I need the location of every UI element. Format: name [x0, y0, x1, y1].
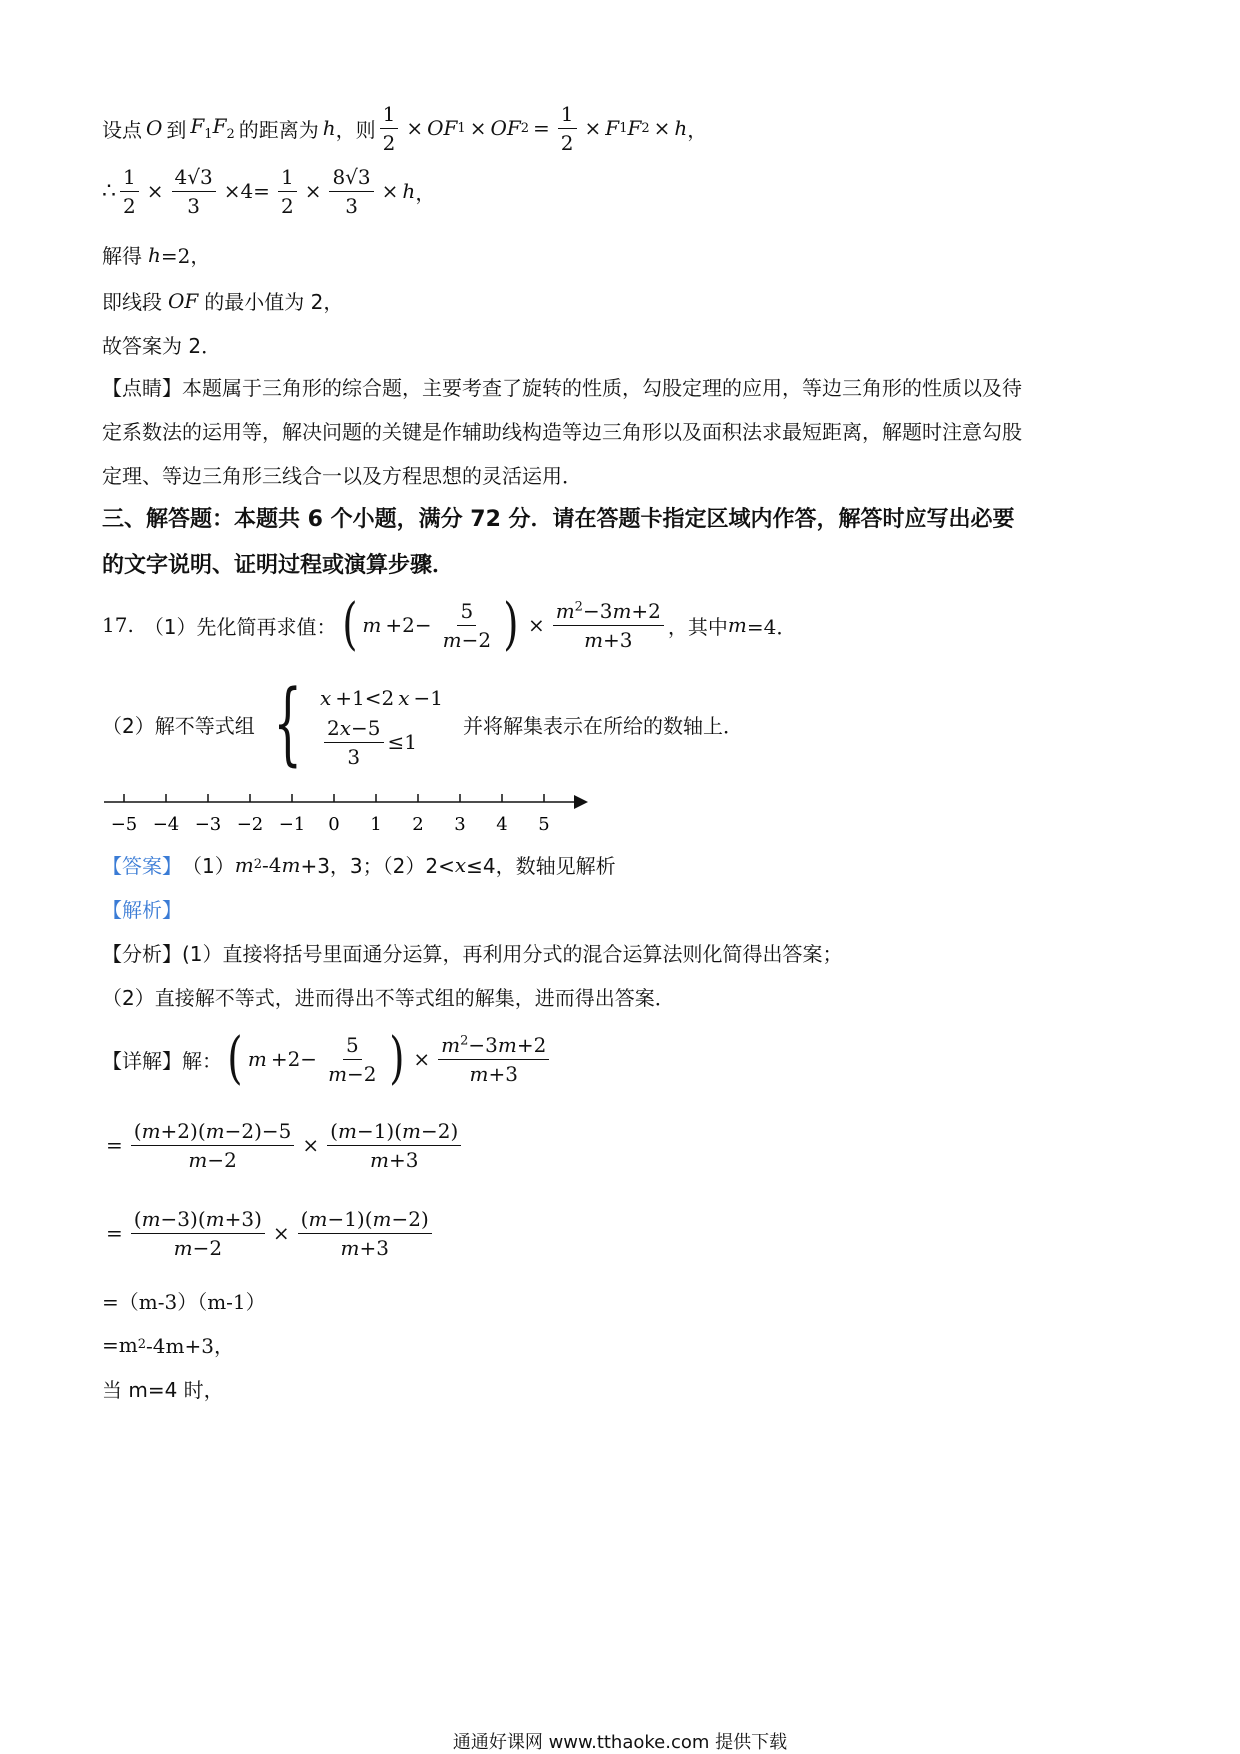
- number-line-label: 1: [370, 814, 382, 835]
- fraction: $\frac{1}{2}$: [380, 102, 399, 155]
- detail-step-5: =m 2 -4m+3，: [102, 1332, 234, 1358]
- fraction: $\frac{1}{2}$: [558, 102, 577, 155]
- answer-line: 【答案】 （1） m 2 -4 m +3，3；（2）2< x ≤4，数轴见解析: [102, 852, 616, 878]
- q17-part2: （2）解不等式组 { x +1<2 x −1 $\frac{2x-5}{3}$ ≤1 并将解集表示在所给的数轴上．: [102, 671, 744, 776]
- number-line-label: 4: [496, 814, 508, 835]
- detail-step-6: 当 m=4 时，: [102, 1378, 224, 1402]
- section-heading-2: 的文字说明、证明过程或演算步骤．: [102, 553, 455, 578]
- analysis-line-1: 【分析】(1）直接将括号里面通分运算，再利用分式的混合运算法则化简得出答案；: [102, 942, 843, 966]
- line-distance: 设点 O 到 $F_1F_2$ 的距离为 h ，则 $\frac{1}{2}$ × OF 1 × OF 2 = $\frac{1}{2}$ × F 1 F 2 × h ，: [102, 101, 708, 155]
- line-min-value: 即线段 OF 的最小值为 2，: [102, 288, 344, 314]
- line-therefore: ∴ $\frac{1}{2}$ × $\frac{4√3}{3}$ ×4= $\frac{1}{2}$ × $\frac{8√3}{3}$ × h ，: [102, 164, 436, 218]
- q17-part1: 17. （1）先化简再求值： ( m +2− $\frac{5}{m-2}$ ) × $\frac{m^2-3m+2}{m+3}$ ，其中 m =4．: [102, 592, 797, 657]
- note-line-2: 定系数法的运用等，解决问题的关键是作辅助线构造等边三角形以及面积法求最短距离，解题时注意勾股: [102, 420, 1022, 444]
- detail-step-2: = $\frac{(m+2)(m-2)-5}{m-2}$ × $\frac{(m-1)(m-2)}{m+3}$: [102, 1114, 465, 1176]
- number-line: [100, 786, 620, 846]
- number-line-label: −3: [194, 814, 222, 835]
- line-solve-h: 解得 h =2，: [102, 242, 211, 268]
- detail-step-1: 【详解】解： ( m +2− $\frac{5}{m-2}$ ) × $\frac{m^2-3m+2}{m+3}$: [102, 1028, 553, 1090]
- detail-step-4: =（m-3）（m-1）: [102, 1290, 266, 1314]
- section-heading-1: 三、解答题：本题共 6 个小题，满分 72 分．请在答题卡指定区域内作答，解答时应写出必要: [102, 507, 1015, 532]
- number-line-label: −1: [278, 814, 306, 835]
- note-line-3: 定理、等边三角形三线合一以及方程思想的灵活运用．: [102, 464, 582, 488]
- number-line-label: −5: [110, 814, 138, 835]
- number-line-label: 5: [538, 814, 550, 835]
- footer: 通通好课网 www.tthaoke.com 提供下载: [452, 1732, 788, 1753]
- number-line-label: −2: [236, 814, 264, 835]
- number-line-label: −4: [152, 814, 180, 835]
- number-line-label: 3: [454, 814, 466, 835]
- line-answer-2: 故答案为 2．: [102, 334, 222, 358]
- detail-step-3: = $\frac{(m-3)(m+3)}{m-2}$ × $\frac{(m-1)(m-2)}{m+3}$: [102, 1202, 436, 1264]
- analysis-tag: 【解析】: [102, 898, 182, 922]
- number-line-label: 0: [328, 814, 340, 835]
- number-line-label: 2: [412, 814, 424, 835]
- analysis-line-2: （2）直接解不等式，进而得出不等式组的解集，进而得出答案．: [102, 986, 675, 1010]
- note-line-1: 【点睛】本题属于三角形的综合题，主要考查了旋转的性质，勾股定理的应用，等边三角形的性质以及待: [102, 376, 1022, 400]
